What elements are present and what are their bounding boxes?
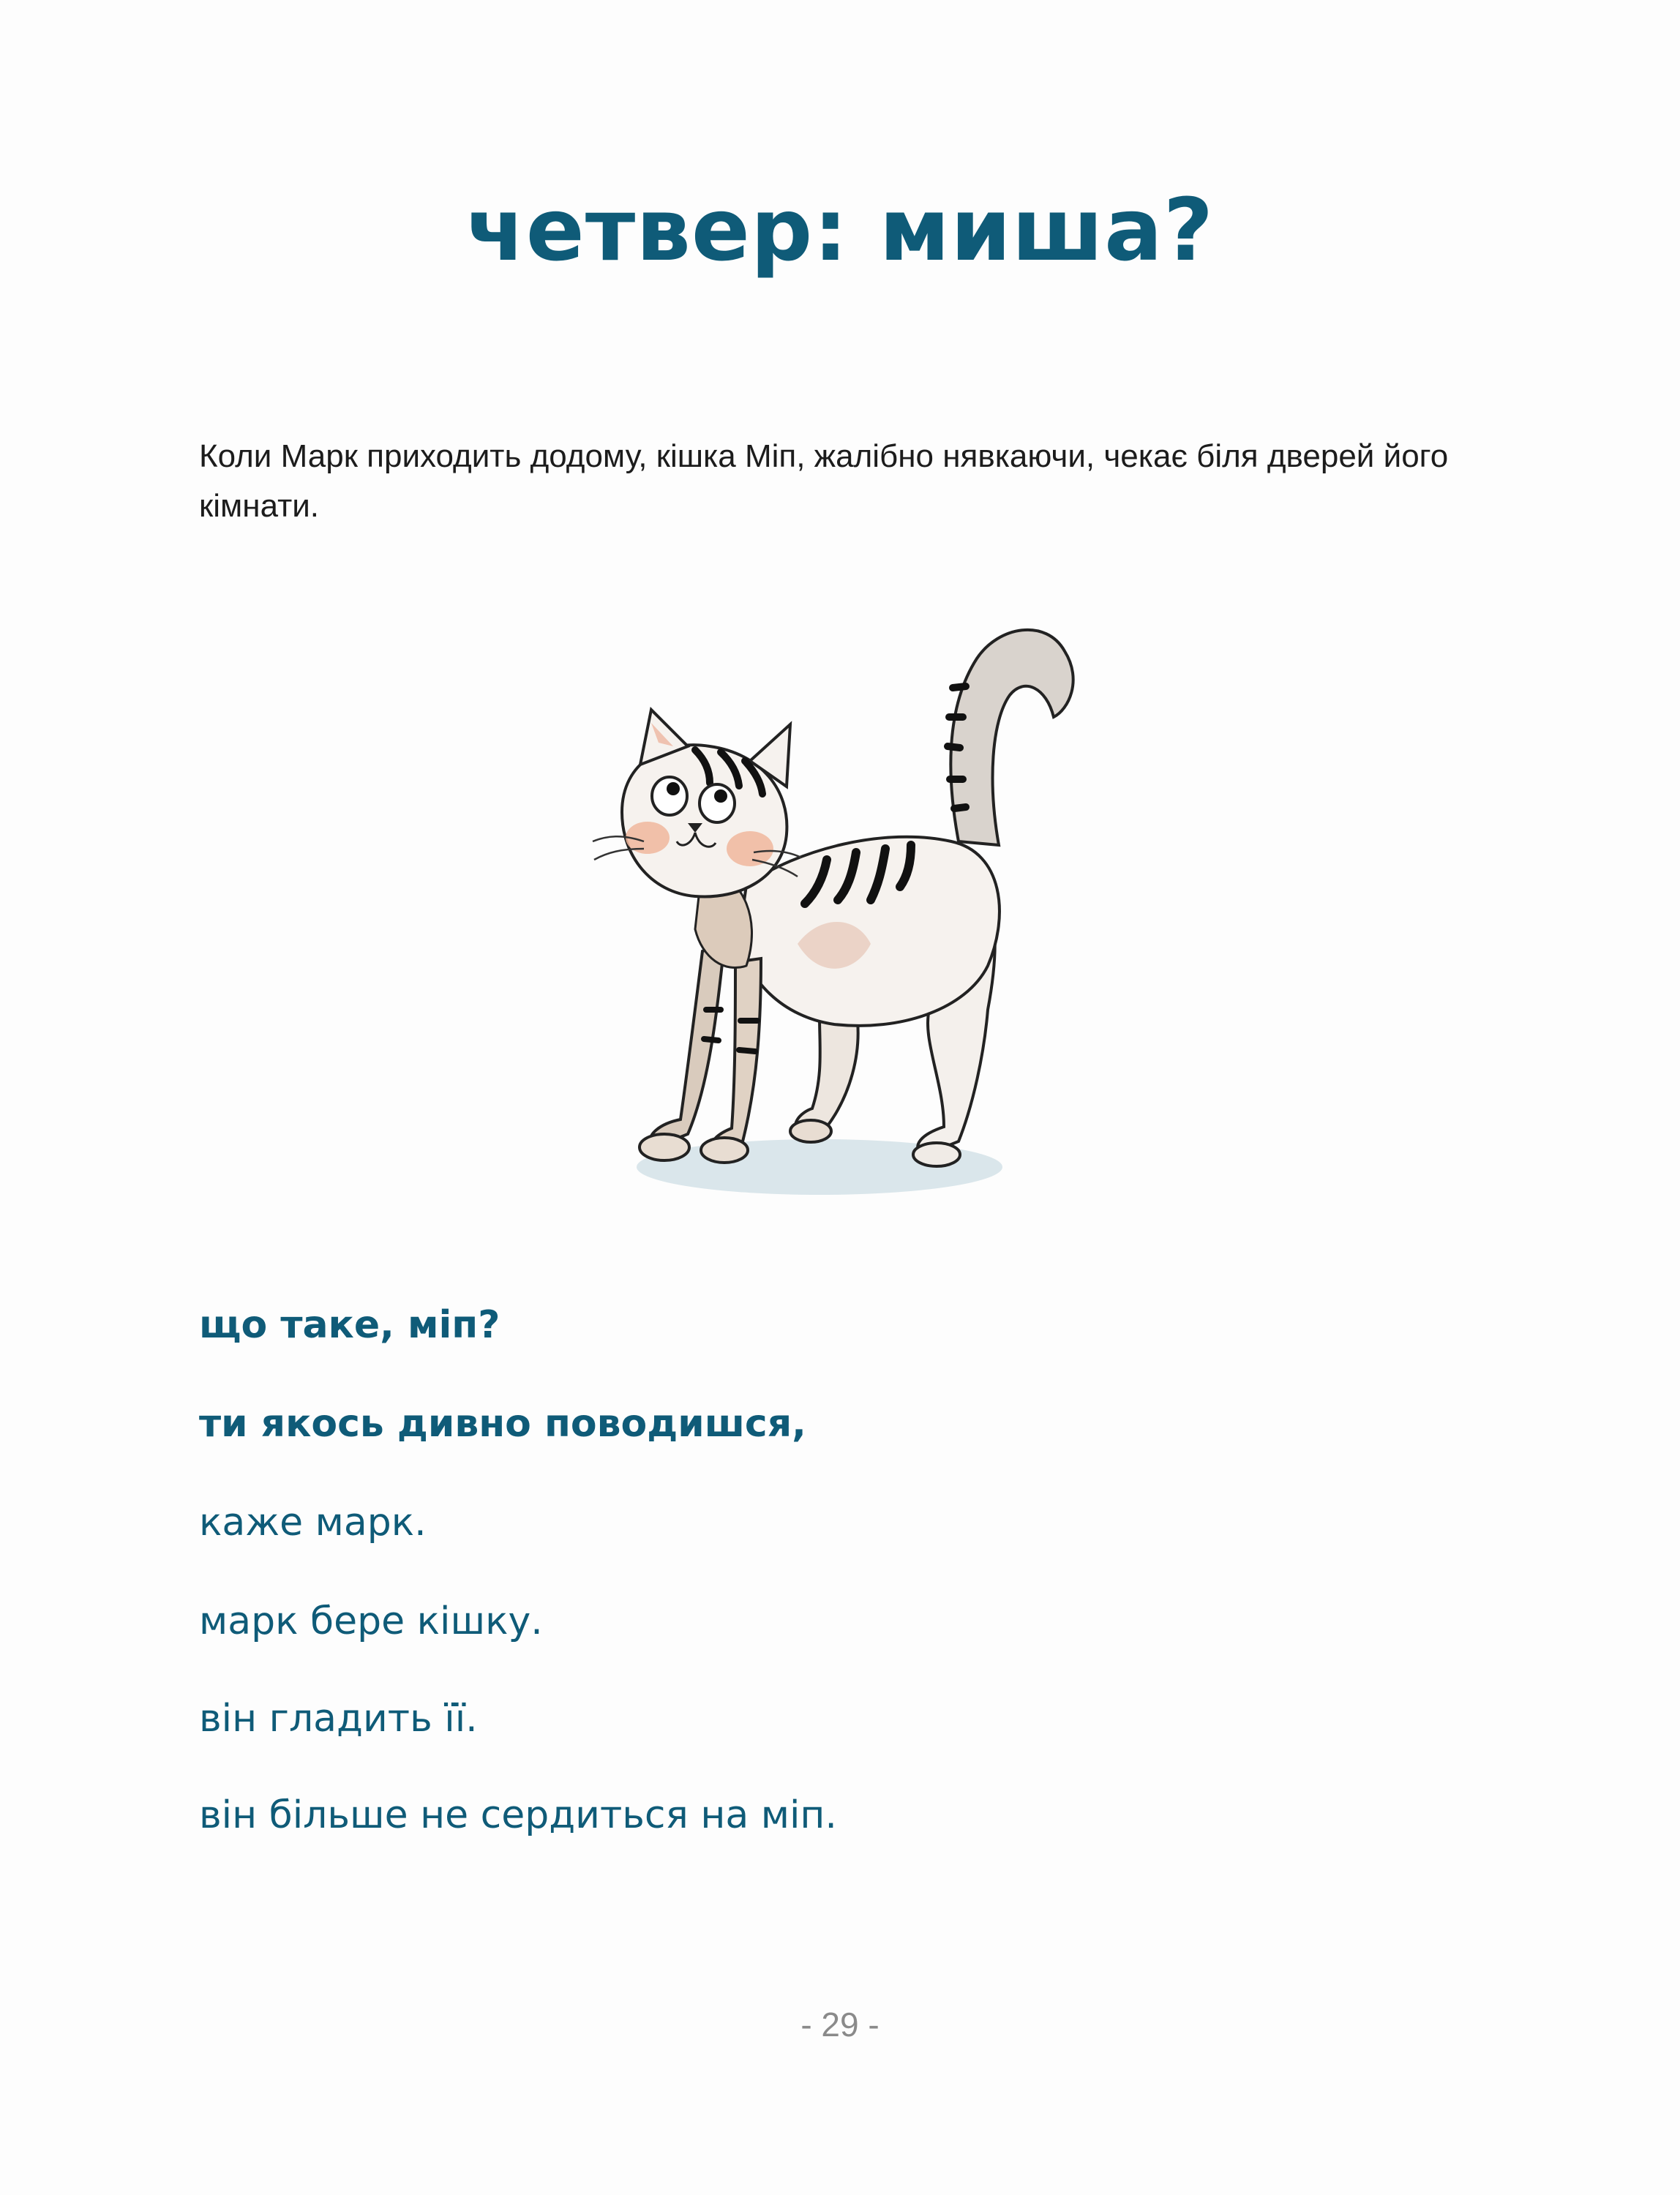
intro-paragraph: Коли Марк приходить додому, кішка Міп, жалібно нявкаючи, чекає біля дверей його кімнати.	[199, 438, 1449, 524]
page-number: - 29 -	[800, 2005, 880, 2044]
chapter-title: четвер: миша?	[465, 179, 1215, 280]
dialogue-line-2: ти якось дивно поводишся,	[199, 1402, 806, 1446]
narrative-line-2: марк бере кішку.	[199, 1599, 543, 1643]
narrative-line-1: каже марк.	[199, 1501, 427, 1545]
narrative-line-4: він більше не сердиться на міп.	[199, 1793, 837, 1837]
cat-icon	[578, 600, 1163, 1222]
dialogue-line-1: що таке, міп?	[199, 1303, 500, 1347]
cat-illustration	[578, 600, 1163, 1222]
narrative-line-3: він гладить її.	[199, 1697, 478, 1741]
